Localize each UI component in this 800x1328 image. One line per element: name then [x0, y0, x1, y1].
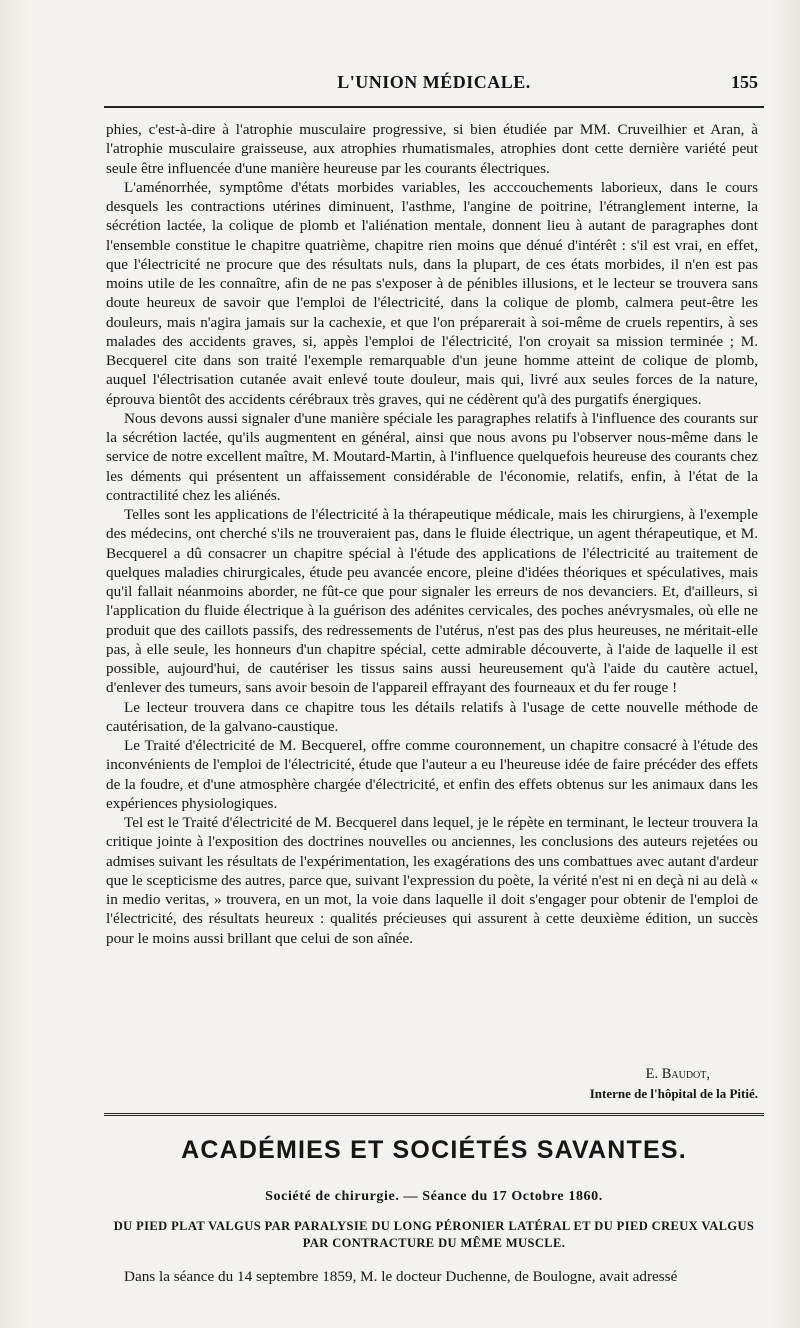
paragraph-2: L'aménorrhée, symptôme d'états morbides variables, les acccouchements laborieux, dans le cours desquels les contractions utérines diminuent, l'asthme, l'angine de poitrine, l'étranglement interne, la sécrétion lactée, la colique de plomb et l'aliénation mentale, donnent lieu à autant de paragraphes dont l'ensemble constitue le chapitre quatrième, chapitre rien moins que dénué d'intérêt : s'il est vrai, en effet, que l'électricité ne procure que des résultats nuls, dans la plupart, de ces états morbides, il n'en est pas moins utile de les connaître, afin de ne pas s'exposer à de pénibles illusions, et le lecteur se trouvera sans doute heureux de savoir que l'emploi de l'électricité, dans la colique de plomb, calmera peut-être les douleurs, mais n'agira jamais sur la cachexie, et que l'on préparerait à soi-même de cruels repentirs, à ses malades des accidents graves, si, appès l'emploi de l'électricité, l'on croyait sa mission terminée ; M. Becquerel cite dans son traité l'exemple remarquable d'un jeune homme atteint de colique de plomb, auquel l'électrisation cutanée avait enlevé toute douleur, mais qui, livré aux seules forces de la nature, éprouva bientôt des accidents cérébraux très graves, qui ne cédèrent qu'à des purgatifs énergiques. — [106, 178, 758, 408]
page-number: 155 — [731, 72, 758, 92]
society-session: Société de chirurgie. — Séance du 17 Octobre 1860. — [265, 1189, 603, 1204]
section-title: ACADÉMIES ET SOCIÉTÉS SAVANTES. — [181, 1136, 687, 1164]
paragraph-4: Telles sont les applications de l'électricité à la thérapeutique médicale, mais les chirurgiens, à l'exemple des médecins, ont cherché s'ils ne trouveraient pas, dans le fluide électrique, un agent thérapeutique, et M. Becquerel a dû consacrer un chapitre spécial à l'étude des applications de l'électricité au traitement de quelques maladies chirurgicales, étude peu avancée encore, pleine d'idées théoriques et spéculatives, mais qu'il fallait néanmoins aborder, ne fût-ce que pour signaler les erreurs de nos devanciers. Et, d'ailleurs, si l'application du fluide électrique à la guérison des adénites cervicales, des poches anévrysmales, où elle ne produit que des caillots passifs, des redressements de l'utérus, n'est pas des plus heureuses, ne méritait-elle pas, à elle seule, les honneurs d'un chapitre spécial, cette admirable découverte, à l'aide de laquelle il est possible, aujourd'hui, de cautériser les tissus sains aussi heureusement qu'à l'aide du cautère actuel, d'enlever des tumeurs, sans avoir besoin de l'appareil effrayant des fourneaux et du fer rouge ! — [106, 506, 758, 697]
article-body — [106, 120, 758, 948]
article-subheading — [104, 1218, 764, 1252]
subheading-line-1: DU PIED PLAT VALGUS PAR PARALYSIE DU LONG PÉRONIER LATÉRAL ET DU PIED CREUX VALGUS — [113, 1219, 755, 1233]
signature-block — [106, 1064, 758, 1104]
author-name: E. Baudot, — [645, 1066, 710, 1082]
subheading-line-2: PAR CONTRACTURE DU MÊME MUSCLE. — [302, 1236, 566, 1250]
paragraph-6: Le Traité d'électricité de M. Becquerel, offre comme couronnement, un chapitre consacré à l'étude des inconvénients de l'emploi de l'électricité, étude que l'auteur a eu l'heureuse idée de faire précéder des effets de la foudre, et d'une atmosphère chargée d'électricité, et enfin des effets obtenus sur les animaux dans les expériences physiologiques. — [106, 737, 758, 812]
running-title: L'UNION MÉDICALE. — [337, 72, 531, 92]
author-role: Interne de l'hôpital de la Pitié. — [589, 1086, 758, 1101]
paragraph-5: Le lecteur trouvera dans ce chapitre tous les détails relatifs à l'usage de cette nouvelle méthode de cautérisation, de la galvano-caustique. — [106, 698, 758, 735]
section-divider — [104, 1113, 764, 1120]
paragraph-7: Tel est le Traité d'électricité de M. Becquerel dans lequel, je le répète en terminant, le lecteur trouvera la critique jointe à l'exposition des doctrines nouvelles ou anciennes, les conclusions des auteurs rejetées ou admises suivant les résultats de l'expérimentation, les exagérations des uns combattues avec autant d'ardeur que le scepticisme des autres, parce que, suivant l'expression du poète, la vérité n'est ni en deçà ni au delà « in medio veritas, » trouvera, en un mot, la voie dans laquelle il doit s'engager pour obtenir de l'emploi de l'électricité, des résultats heureux : qualités précieuses qui assurent à cette deuxième édition, un succès pour le moins aussi brillant que celui de son aînée. — [106, 814, 758, 947]
running-head — [104, 72, 764, 104]
header-rule — [104, 106, 764, 108]
paragraph-3: Nous devons aussi signaler d'une manière spéciale les paragraphes relatifs à l'influence des courants sur la sécrétion lactée, qu'ils augmentent en général, ainsi que nous avons pu l'observer nous-même dans le service de notre excellent maître, M. Moutard-Martin, à l'influence quelquefois heureuse des courants chez les déments qui présentent un affaissement considérable de l'économie, relatifs, enfin, à l'état de la contractilité chez les aliénés. — [106, 409, 758, 504]
section-first-line: Dans la séance du 14 septembre 1859, M. le docteur Duchenne, de Boulogne, avait adressé — [124, 1268, 678, 1285]
paragraph-1: phies, c'est-à-dire à l'atrophie musculaire progressive, si bien étudiée par MM. Cruveilhier et Aran, à l'atrophie musculaire graisseuse, aux atrophies rhumatismales, atrophies dont cette dernière variété peut seule être influencée d'une manière heureuse par les courants électriques. — [106, 121, 758, 177]
